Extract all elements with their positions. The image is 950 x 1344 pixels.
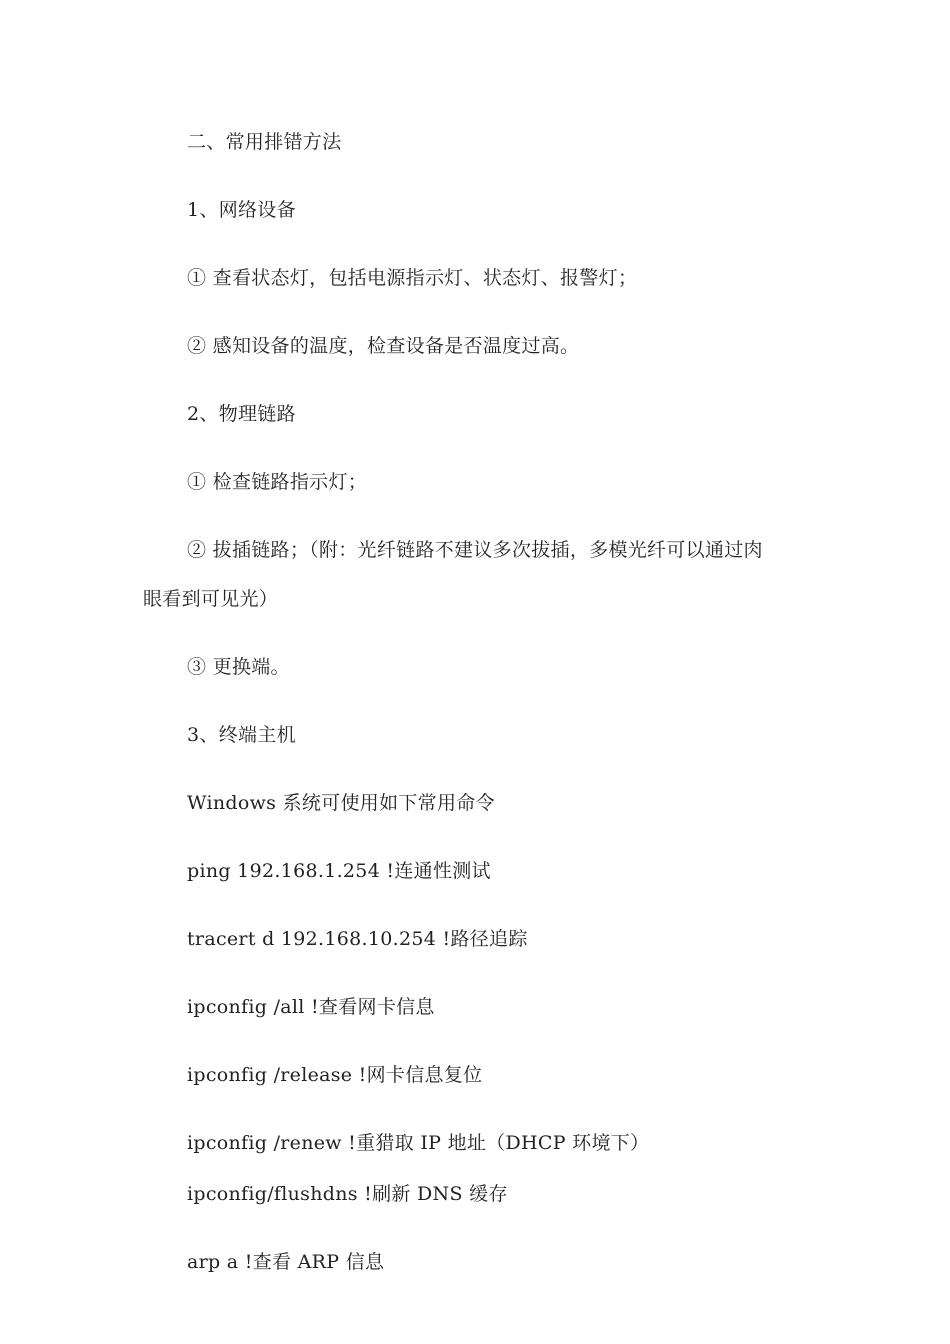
paragraph-status-lights: ① 查看状态灯，包括电源指示灯、状态灯、报警灯； bbox=[187, 267, 638, 289]
paragraph-replug-link-continued: 眼看到可见光） bbox=[143, 588, 279, 610]
subsection-heading-network-devices: 1、网络设备 bbox=[187, 199, 296, 221]
paragraph-device-temperature: ② 感知设备的温度，检查设备是否温度过高。 bbox=[187, 335, 580, 357]
section-heading: 二、常用排错方法 bbox=[187, 131, 342, 153]
subsection-heading-terminal-host: 3、终端主机 bbox=[187, 724, 296, 746]
command-line-arp: arp a !查看 ARP 信息 bbox=[187, 1251, 385, 1273]
paragraph-change-port: ③ 更换端。 bbox=[187, 656, 290, 678]
command-line-ping: ping 192.168.1.254 !连通性测试 bbox=[187, 860, 491, 882]
command-line-ipconfig-renew: ipconfig /renew !重猎取 IP 地址（DHCP 环境下） bbox=[187, 1132, 650, 1154]
command-line-ipconfig-release: ipconfig /release !网卡信息复位 bbox=[187, 1064, 483, 1086]
command-line-ipconfig-all: ipconfig /all !查看网卡信息 bbox=[187, 996, 435, 1018]
command-line-tracert: tracert d 192.168.10.254 !路径追踪 bbox=[187, 928, 528, 950]
command-line-flushdns: ipconfig/flushdns !刷新 DNS 缓存 bbox=[187, 1183, 508, 1205]
subsection-heading-physical-link: 2、物理链路 bbox=[187, 403, 296, 425]
paragraph-replug-link: ② 拔插链路；（附：光纤链路不建议多次拔插，多模光纤可以通过肉 bbox=[187, 539, 763, 561]
paragraph-windows-intro: Windows 系统可使用如下常用命令 bbox=[187, 792, 495, 814]
paragraph-link-lights: ① 检查链路指示灯； bbox=[187, 471, 368, 493]
